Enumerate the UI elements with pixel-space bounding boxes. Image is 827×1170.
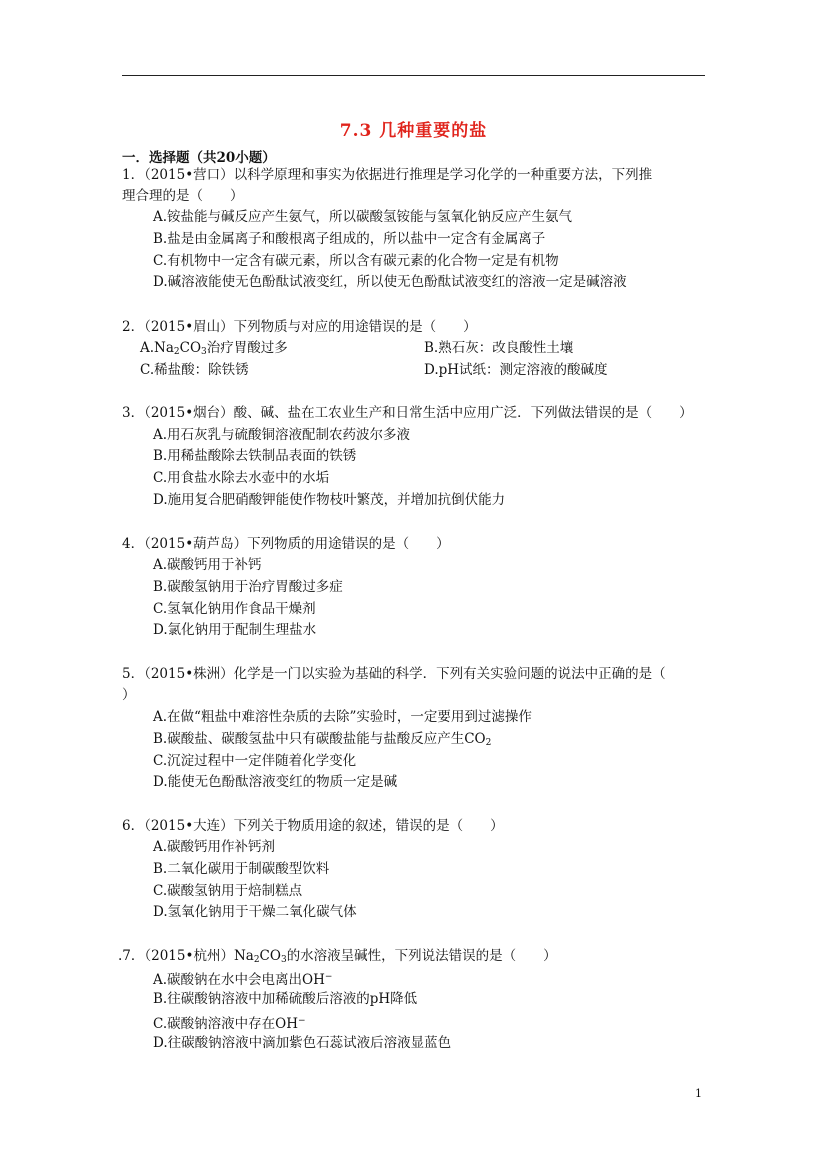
question-5-option-c: C.沉淀过程中一定伴随着化学变化: [153, 753, 357, 769]
question-7-option-c: C.碳酸钠溶液中存在OH−: [153, 1016, 306, 1032]
question-7-option-b: B.往碳酸钠溶液中加稀硫酸后溶液的pH降低: [153, 991, 418, 1007]
page-number: 1: [695, 1087, 702, 1100]
question-7-option-a: A.碳酸钠在水中会电离出OH−: [153, 972, 333, 988]
question-4-option-b: B.碳酸氢钠用于治疗胃酸过多症: [153, 579, 343, 595]
question-3-option-d: D.施用复合肥硝酸钾能使作物枝叶繁茂，并增加抗倒伏能力: [153, 492, 506, 508]
question-3-option-a: A.用石灰乳与硫酸铜溶液配制农药波尔多液: [153, 427, 411, 443]
question-5-stem-line2: ）: [122, 687, 136, 703]
question-7-stem: .7．（2015•杭州）$Na_2CO_3$的水溶液呈碱性，下列说法错误的是（ ）: [118, 948, 557, 965]
question-4-option-d: D.氯化钠用于配制生理盐水: [153, 622, 317, 638]
question-5-option-a: A.在做“粗盐中难溶性杂质的去除”实验时，一定要用到过滤操作: [153, 709, 532, 725]
question-5-option-b: B.碳酸盐、碳酸氢盐中只有碳酸盐能与盐酸反应产生$CO_2$: [153, 731, 492, 748]
question-3-option-c: C.用食盐水除去水壶中的水垢: [153, 470, 330, 486]
question-1-option-d: D.碱溶液能使无色酚酞试液变红，所以使无色酚酞试液变红的溶液一定是碱溶液: [153, 274, 627, 290]
question-7-option-d: D.往碳酸钠溶液中滴加紫色石蕊试液后溶液显蓝色: [153, 1035, 452, 1051]
question-5-stem-line1: 5．（2015•株洲）化学是一门以实验为基础的科学．下列有关实验问题的说法中正确的是（: [122, 666, 666, 682]
question-6-option-b: B.二氧化碳用于制碳酸型饮料: [153, 861, 330, 877]
header-rule: [122, 75, 705, 76]
question-4-option-a: A.碳酸钙用于补钙: [153, 557, 262, 573]
question-6-option-a: A.碳酸钙用作补钙剂: [153, 839, 276, 855]
question-4-stem: 4．（2015•葫芦岛）下列物质的用途错误的是（ ）: [122, 536, 450, 552]
question-4-option-c: C.氢氧化钠用作食品干燥剂: [153, 601, 316, 617]
section-heading: 一．选择题（共20小题）: [122, 150, 276, 166]
question-1-option-b: B.盐是由金属离子和酸根离子组成的，所以盐中一定含有金属离子: [153, 231, 546, 247]
question-1-stem-line1: 1．（2015•营口）以科学原理和事实为依据进行推理是学习化学的一种重要方法，下列推: [122, 167, 653, 183]
question-6-option-d: D.氢氧化钠用于干燥二氧化碳气体: [153, 904, 357, 920]
question-1-option-a: A.铵盐能与碱反应产生氨气，所以碳酸氢铵能与氢氧化钠反应产生氨气: [153, 209, 573, 225]
question-2-stem: 2．（2015•眉山）下列物质与对应的用途错误的是（ ）: [122, 319, 477, 335]
question-2-option-c: C.稀盐酸：除铁锈: [140, 362, 249, 378]
question-2-option-a: $A.Na_2CO_3$治疗胃酸过多: [140, 340, 288, 357]
question-6-option-c: C.碳酸氢钠用于焙制糕点: [153, 883, 303, 899]
question-6-stem: 6．（2015•大连）下列关于物质用途的叙述，错误的是（ ）: [122, 818, 504, 834]
question-3-stem: 3．（2015•烟台）酸、碱、盐在工农业生产和日常生活中应用广泛．下列做法错误的是（ ）: [122, 405, 693, 421]
question-2-option-b: B.熟石灰：改良酸性土壤: [424, 340, 574, 356]
question-1-option-c: C.有机物中一定含有碳元素，所以含有碳元素的化合物一定是有机物: [153, 253, 559, 269]
question-1-stem-line2: 理合理的是（ ）: [122, 188, 244, 204]
page-title: 7.3 几种重要的盐: [339, 121, 488, 141]
question-5-option-d: D.能使无色酚酞溶液变红的物质一定是碱: [153, 774, 398, 790]
question-3-option-b: B.用稀盐酸除去铁制品表面的铁锈: [153, 448, 357, 464]
question-2-option-d: D.pH试纸：测定溶液的酸碱度: [424, 362, 608, 378]
